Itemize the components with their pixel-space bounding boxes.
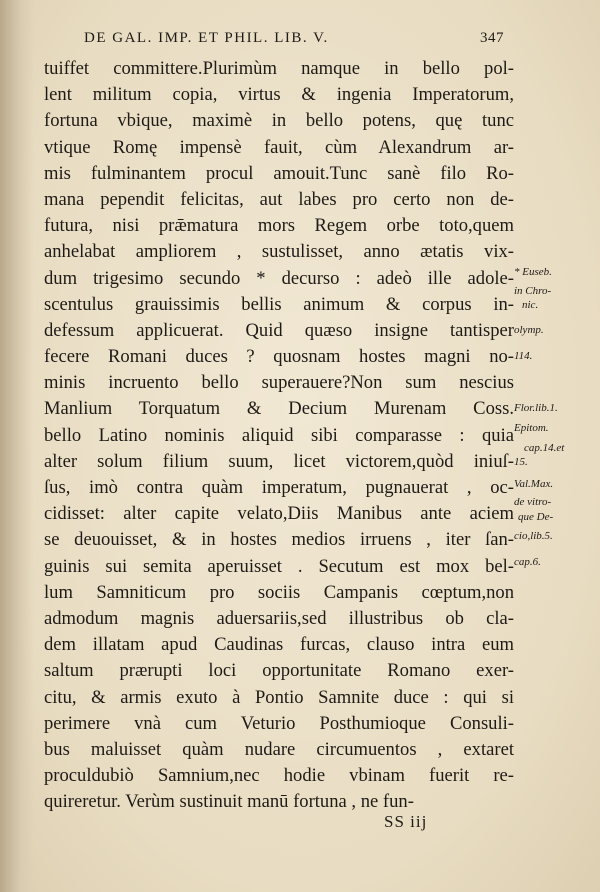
- margin-note: in Chro-: [514, 285, 552, 297]
- text-line: mis fulminantem procul amouit.Tunc sanè filo Ro-: [44, 162, 514, 184]
- text-line: saltum prærupti loci opportunitate Romano exer-: [44, 660, 514, 682]
- text-line: fortuna vbique, maximè in bello potens, quę tunc: [44, 110, 514, 132]
- text-line: tuiffet committere.Plurimùm namque in bello pol-: [44, 58, 514, 79]
- page-number: 347: [480, 30, 504, 46]
- main-text-block: [44, 56, 514, 815]
- text-line: quireretur. Verùm sustinuit manū fortuna , ne fun-: [44, 791, 414, 813]
- text-line: vtique Romę impensè fauit, cùm Alexandrum ar-: [44, 136, 514, 158]
- text-line: perimere vnà cum Veturio Posthumioque Consuli-: [44, 712, 514, 734]
- text-line: dem illatam apud Caudinas furcas, clauso intra eum: [44, 634, 514, 656]
- text-line: lum Samniticum pro sociis Campanis cœptum,non: [44, 581, 514, 603]
- margin-note: cap.6.: [514, 556, 541, 568]
- text-line: bello Latino nominis aliquid sibi comparasse : quia: [44, 424, 514, 446]
- margin-note: * Euseb.: [514, 266, 552, 278]
- margin-note: Flor.lib.1.: [514, 402, 558, 414]
- text-line: alter solum filium suum, licet victorem,quòd iniuſ-: [44, 450, 514, 472]
- margin-note: cap.14.et: [524, 442, 565, 454]
- text-line: Manlium Torquatum & Decium Murenam Coss.: [44, 398, 514, 420]
- margin-note: 15.: [514, 456, 528, 468]
- text-line: proculdubiò Samnium,nec hodie vbinam fuerit re-: [44, 765, 514, 787]
- text-line: fecere Romani duces ? quosnam hostes magni no-: [44, 346, 514, 368]
- text-line: anhelabat ampliorem , sustulisset, anno ætatis vix-: [44, 241, 514, 263]
- text-line: admodum magnis aduersariis,sed illustribus ob cla-: [44, 607, 514, 629]
- text-line: se deuouisset, & in hostes medios irruens , iter ſan-: [44, 529, 514, 551]
- text-line: guinis sui semita aperuisset . Secutum est mox bel-: [44, 555, 514, 577]
- margin-note: cio,lib.5.: [514, 530, 553, 542]
- text-line: scentulus grauissimis bellis animum & corpus in-: [44, 293, 514, 315]
- margin-note: olymp.: [514, 324, 544, 336]
- signature-mark: SS iij: [384, 812, 428, 831]
- margin-note: 114.: [514, 350, 533, 362]
- margin-note: nic.: [522, 299, 539, 311]
- running-title: DE GAL. IMP. ET PHIL. LIB. V.: [84, 30, 329, 46]
- text-line: minis incruento bello superauere?Non sum nescius: [44, 372, 514, 394]
- text-line: bus maluisset quàm nudare circumuentos , extaret: [44, 738, 514, 760]
- text-line: dum trigesimo secundo * decurso : adeò ille adole-: [44, 267, 514, 289]
- margin-note: Val.Max.: [514, 478, 554, 490]
- text-line: futura, nisi prǣmatura mors Regem orbe toto,quem: [44, 215, 514, 237]
- margin-note: que De-: [518, 511, 554, 523]
- text-line: defessum applicuerat. Quid quæso insigne tantisper: [44, 319, 514, 341]
- margin-note: de vitro-: [514, 496, 552, 508]
- text-line: mana pependit felicitas, aut labes pro certo non de-: [44, 188, 514, 210]
- margin-note: Epitom.: [514, 422, 549, 434]
- text-line: citu, & armis exuto à Pontio Samnite duce : qui si: [44, 686, 514, 708]
- text-line: ſus, imò contra quàm imperatum, pugnauerat , oc-: [44, 477, 514, 498]
- running-header: [84, 30, 504, 52]
- text-line: cidisset: alter capite velato,Diis Manibus ante aciem: [44, 503, 514, 525]
- text-line: lent militum copia, virtus & ingenia Imperatorum,: [44, 84, 514, 106]
